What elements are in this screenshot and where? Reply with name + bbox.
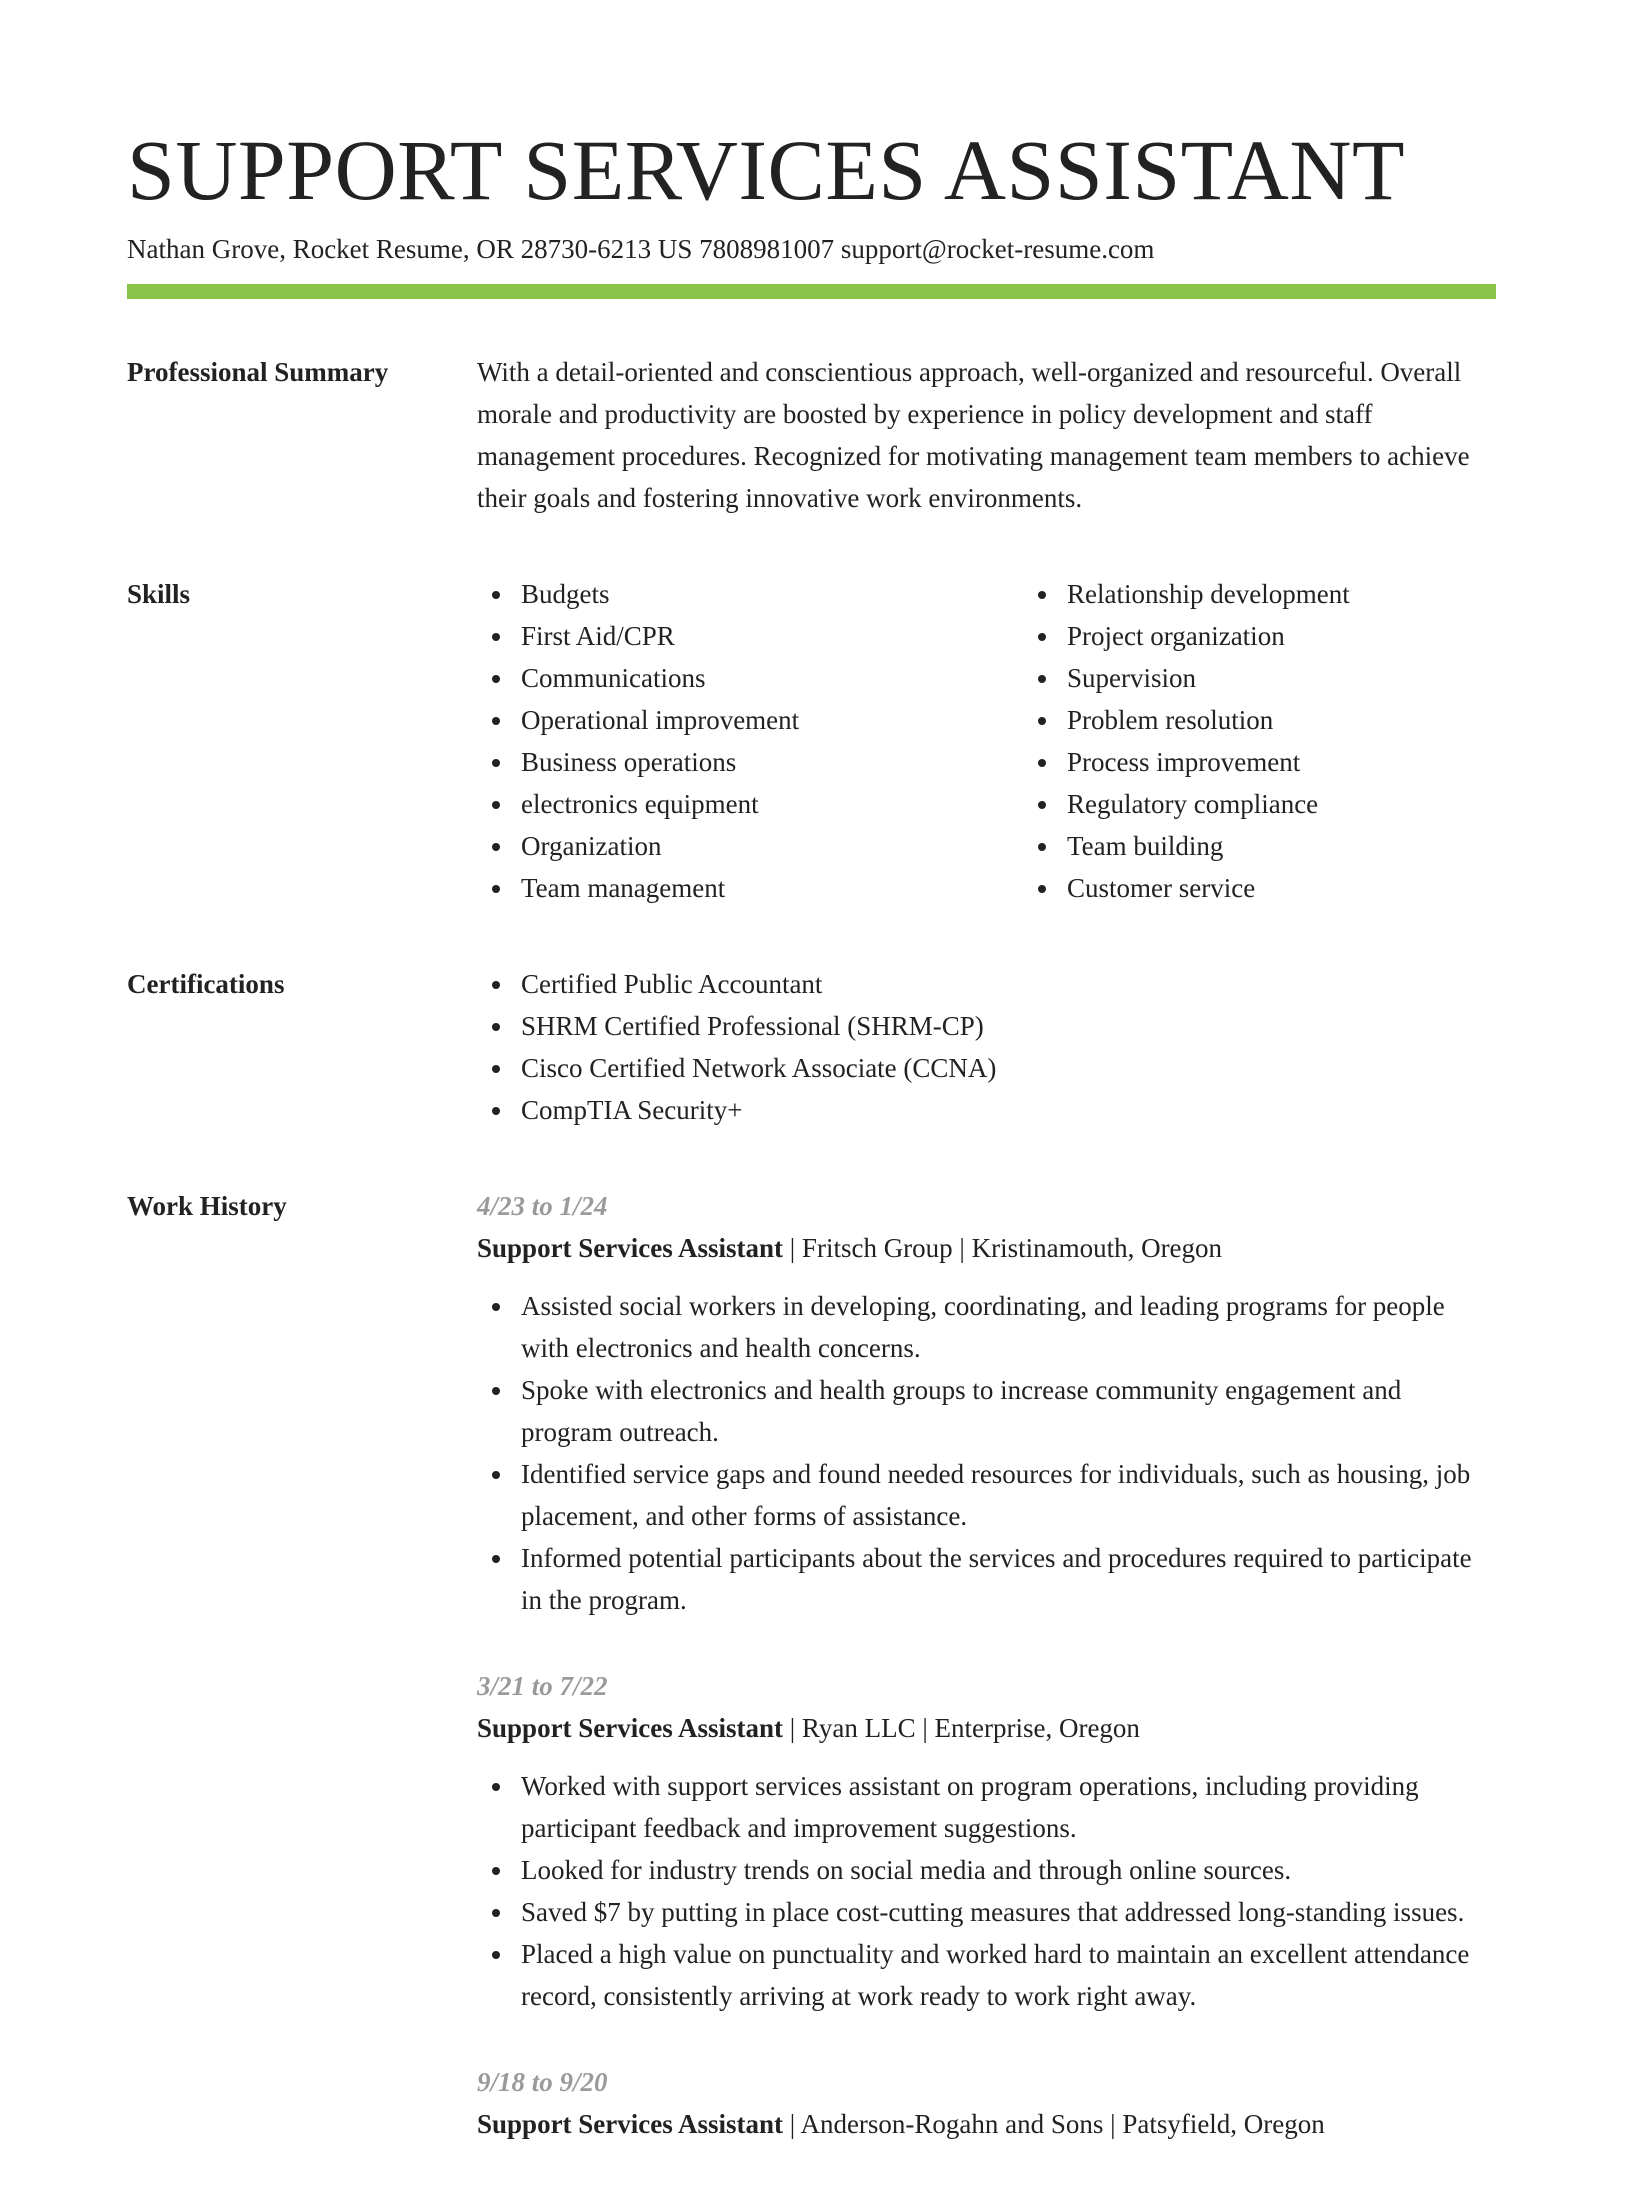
- summary-text: With a detail-oriented and conscientious approach, well-organized and resourceful. Overall morale and productivity are boosted by experience in policy development and staff management procedures. Recognized for motivating management team members to achieve their goals and fostering innovative work environments.: [477, 357, 1470, 513]
- job-dates: 9/18 to 9/20: [477, 2067, 608, 2097]
- job-bullet: Worked with support services assistant on program operations, including providing participant feedback and improvement suggestions.: [521, 1765, 1496, 1849]
- job-heading: [477, 2103, 1496, 2145]
- skill-item: Problem resolution: [1067, 699, 1569, 741]
- skill-item: Regulatory compliance: [1067, 783, 1569, 825]
- work-history-section: [127, 1185, 1496, 2189]
- job-bullets: [477, 1765, 1496, 2017]
- section-label: Work History: [127, 1191, 287, 1221]
- skill-item: Process improvement: [1067, 741, 1569, 783]
- certification-item: CompTIA Security+: [521, 1089, 1496, 1131]
- skill-item: Relationship development: [1067, 573, 1569, 615]
- accent-divider: [127, 284, 1496, 299]
- certifications-list: [477, 963, 1496, 1131]
- job-details: | Ryan LLC | Enterprise, Oregon: [783, 1713, 1140, 1743]
- resume-page: [127, 118, 1496, 2189]
- skill-item: Budgets: [521, 573, 1023, 615]
- job-bullet: Placed a high value on punctuality and worked hard to maintain an excellent attendance record, consistently arriving at work ready to work right away.: [521, 1933, 1496, 2017]
- skill-item: Project organization: [1067, 615, 1569, 657]
- skill-item: Communications: [521, 657, 1023, 699]
- section-body: [477, 351, 1496, 519]
- skill-item: electronics equipment: [521, 783, 1023, 825]
- job-entry: [477, 2061, 1496, 2145]
- job-details: | Fritsch Group | Kristinamouth, Oregon: [783, 1233, 1223, 1263]
- section-label: Professional Summary: [127, 357, 389, 387]
- skills-column-2: [1023, 573, 1569, 909]
- job-details: | Anderson-Rogahn and Sons | Patsyfield, Oregon: [783, 2109, 1325, 2139]
- job-entry: [477, 1185, 1496, 1621]
- section-body: [477, 963, 1496, 1131]
- skill-item: Customer service: [1067, 867, 1569, 909]
- certification-item: Cisco Certified Network Associate (CCNA): [521, 1047, 1496, 1089]
- summary-section: [127, 351, 1496, 519]
- job-bullet: Assisted social workers in developing, coordinating, and leading programs for people with electronics and health concerns.: [521, 1285, 1496, 1369]
- skill-item: Organization: [521, 825, 1023, 867]
- job-heading: [477, 1707, 1496, 1749]
- skill-item: Operational improvement: [521, 699, 1023, 741]
- job-dates: 3/21 to 7/22: [477, 1671, 608, 1701]
- skill-item: Supervision: [1067, 657, 1569, 699]
- resume-title: SUPPORT SERVICES ASSISTANT: [127, 122, 1406, 218]
- job-bullet: Looked for industry trends on social media and through online sources.: [521, 1849, 1496, 1891]
- job-bullet: Spoke with electronics and health groups to increase community engagement and program outreach.: [521, 1369, 1496, 1453]
- job-entry: [477, 1665, 1496, 2017]
- certifications-section: [127, 963, 1496, 1131]
- job-title: Support Services Assistant: [477, 1713, 784, 1743]
- job-heading: [477, 1227, 1496, 1269]
- skills-section: [127, 573, 1496, 909]
- certification-item: SHRM Certified Professional (SHRM-CP): [521, 1005, 1496, 1047]
- skills-column-1: [477, 573, 1023, 909]
- skill-item: First Aid/CPR: [521, 615, 1023, 657]
- skills-grid: [477, 573, 1569, 909]
- skill-item: Team management: [521, 867, 1023, 909]
- section-body: [477, 1185, 1496, 2189]
- job-bullets: [477, 1285, 1496, 1621]
- contact-line: Nathan Grove, Rocket Resume, OR 28730-6213 US 7808981007 support@rocket-resume.com: [127, 234, 1155, 264]
- job-dates: 4/23 to 1/24: [477, 1191, 608, 1221]
- skill-item: Team building: [1067, 825, 1569, 867]
- section-label: Skills: [127, 579, 191, 609]
- job-bullet: Identified service gaps and found needed resources for individuals, such as housing, job placement, and other forms of assistance.: [521, 1453, 1496, 1537]
- job-bullet: Saved $7 by putting in place cost-cutting measures that addressed long-standing issues.: [521, 1891, 1496, 1933]
- section-label: Certifications: [127, 969, 285, 999]
- job-title: Support Services Assistant: [477, 1233, 784, 1263]
- certification-item: Certified Public Accountant: [521, 963, 1496, 1005]
- job-title: Support Services Assistant: [477, 2109, 784, 2139]
- skill-item: Business operations: [521, 741, 1023, 783]
- job-bullet: Informed potential participants about the services and procedures required to participate in the program.: [521, 1537, 1496, 1621]
